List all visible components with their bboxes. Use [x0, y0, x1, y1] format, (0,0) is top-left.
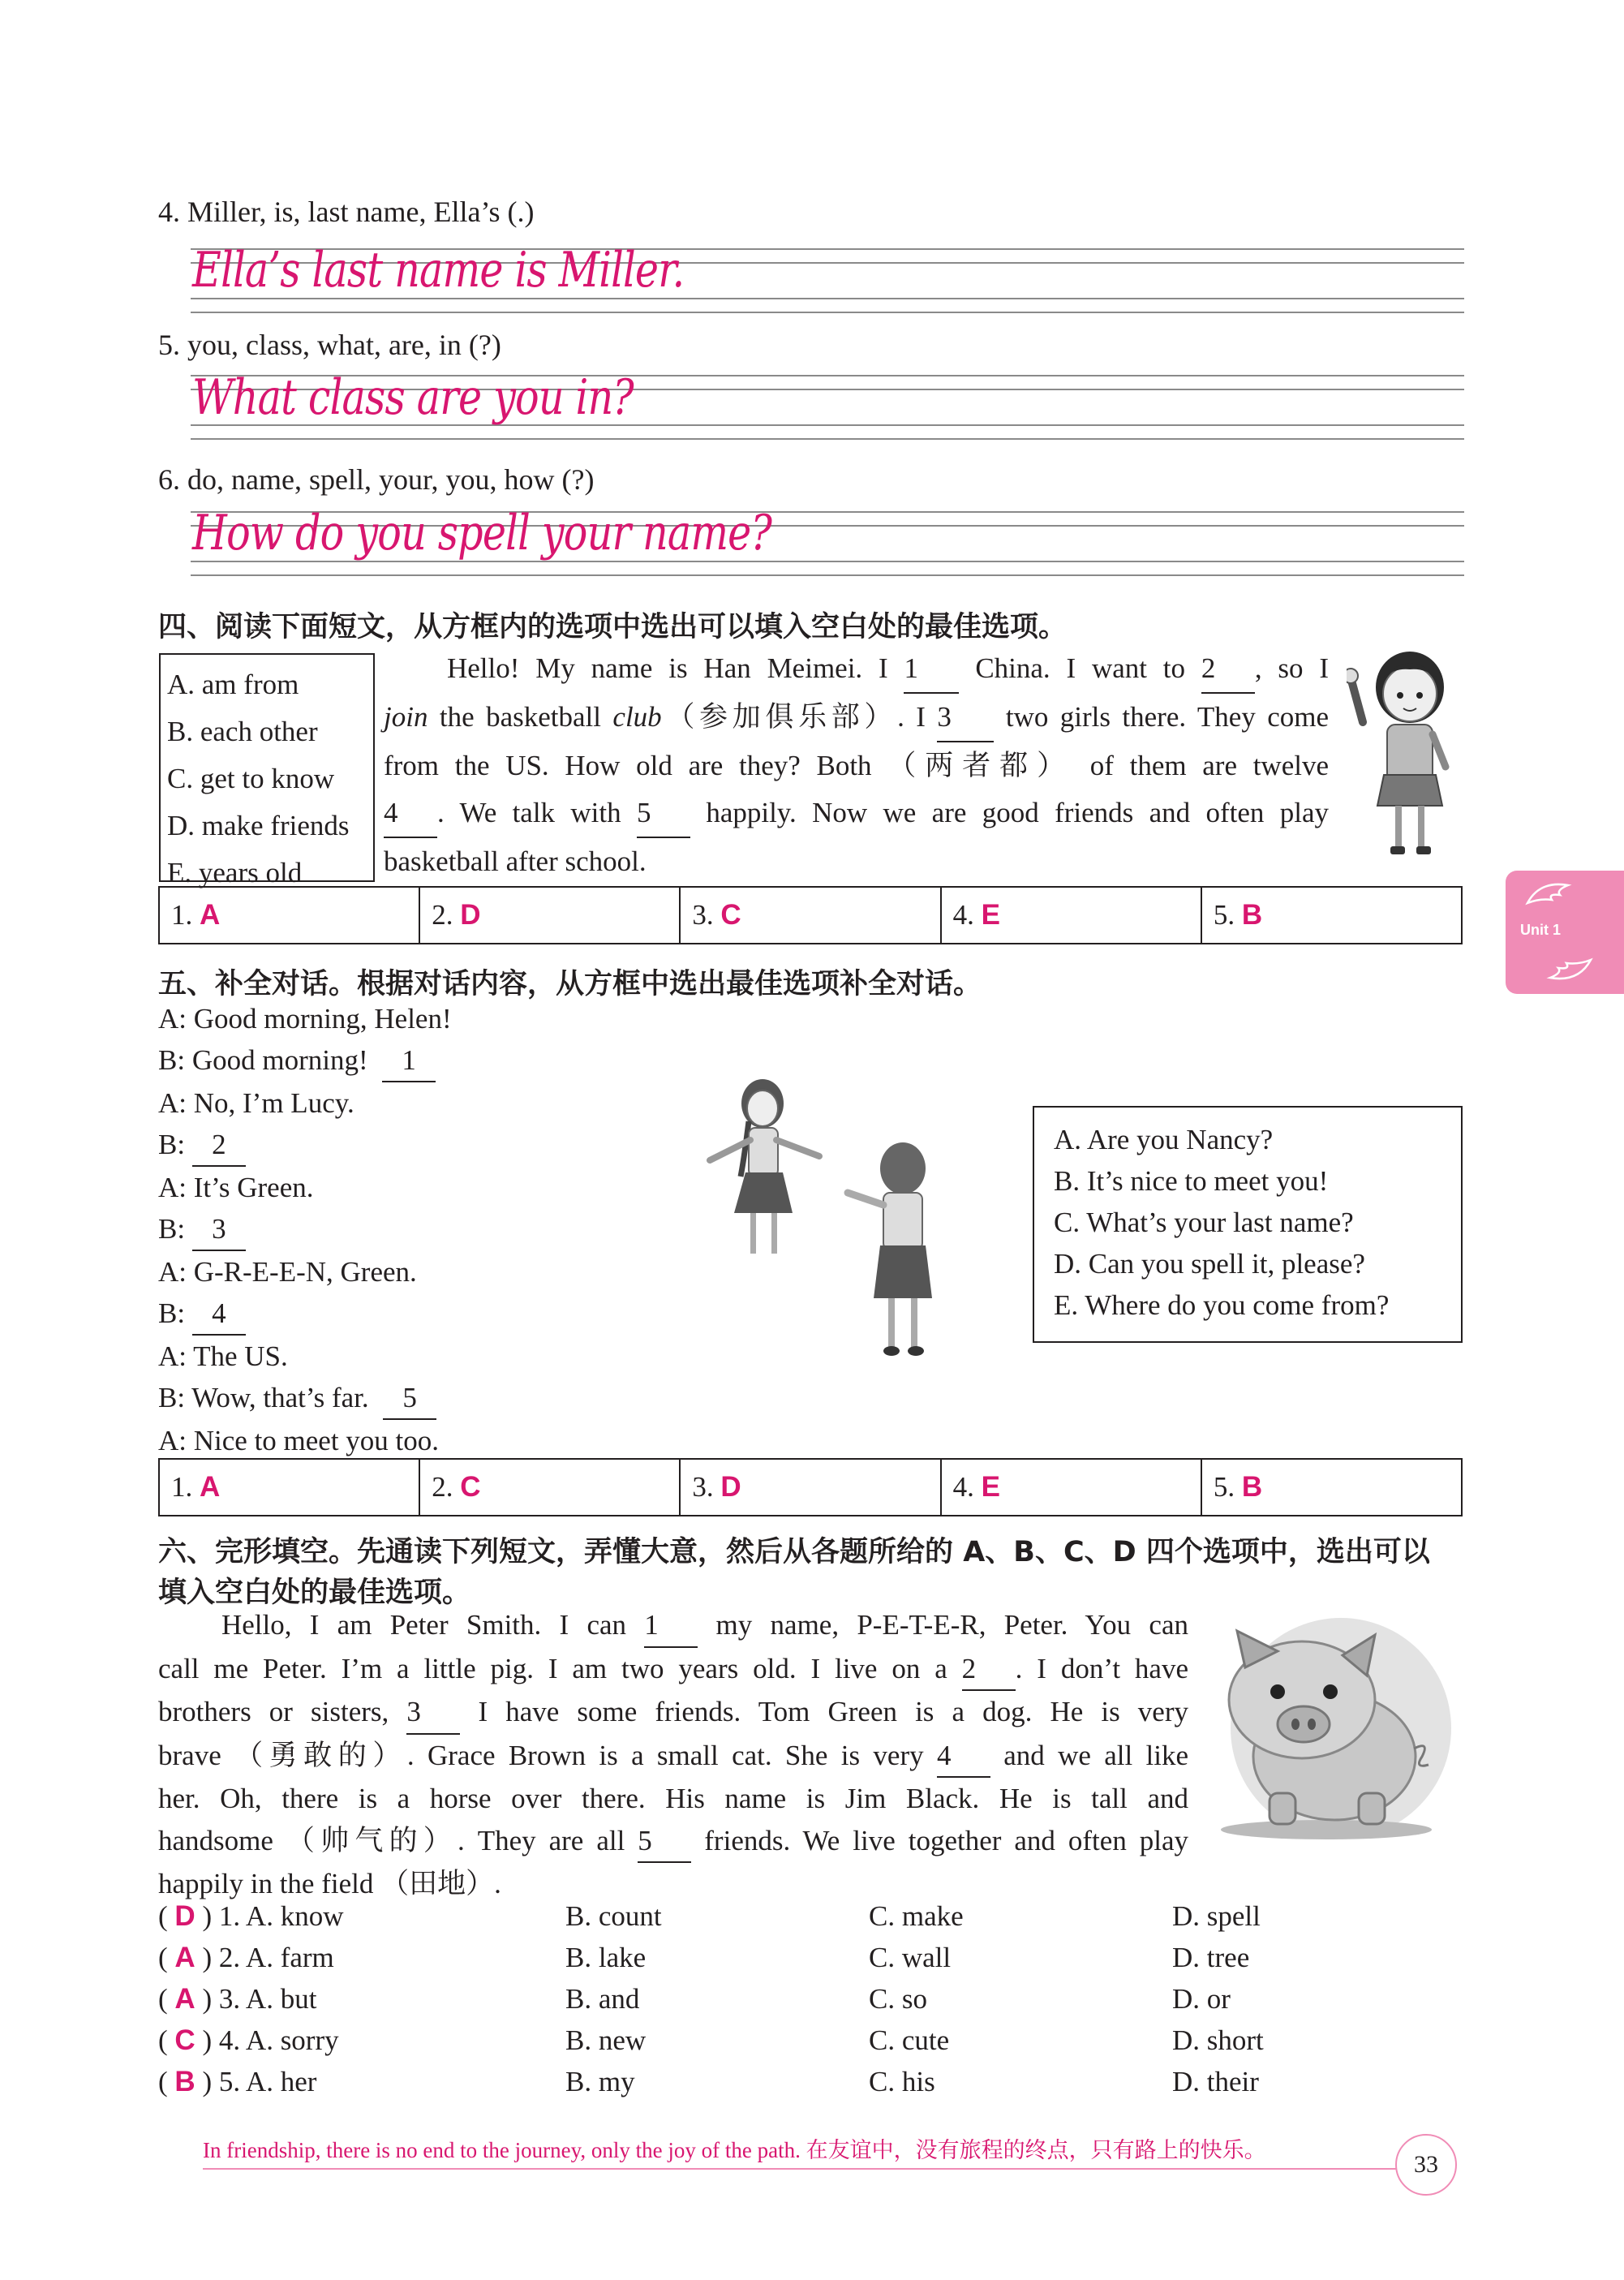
question-3-option-b: B. and [565, 1983, 640, 2015]
question-5: ( B ) 5. A. her [158, 2066, 317, 2097]
dialogue-line: B: 2 [158, 1124, 452, 1167]
order-prompt-6: 6. do, name, spell, your, you, how (?) [158, 463, 595, 496]
section-5-answer-row [158, 1458, 1463, 1516]
cloze-blank-4: 4 [937, 1735, 990, 1779]
dialogue-line: A: Nice to meet you too. [158, 1425, 440, 1456]
section-4-passage: Hello! My name is Han Meimei. I 1 China. I want to 2 , so I join the basketball club（参加俱乐部）. I 3 two girls there. They come from the US. How old are they? Both （两者都） of them are twelve 4 . We talk with 5 happily. Now we are good friends and often play basketball after school. [384, 645, 1329, 885]
question-2-option-b: B. lake [565, 1942, 647, 1973]
question-5-option-d: D. their [1172, 2066, 1259, 2097]
blank-2: 2 [1201, 645, 1255, 694]
cloze-blank-1: 1 [644, 1604, 698, 1648]
blank-1: 1 [904, 645, 959, 694]
answer-cell-2: 2. D [420, 888, 681, 943]
answer-cell-4: 4. E [942, 888, 1202, 943]
question-3-option-c: C. so [869, 1983, 927, 2015]
section-5-title: 五、补全对话。根据对话内容，从方框中选出最佳选项补全对话。 [158, 968, 982, 1000]
option-d: D. Can you spell it, please? [1054, 1248, 1365, 1280]
dialogue-blank-5: 5 [383, 1377, 436, 1420]
dialogue-line: B: Good morning! 1 [158, 1039, 452, 1082]
answer-cell-3: 3. C [681, 888, 941, 943]
section-6-title-line-2: 填入空白处的最佳选项。 [158, 1577, 471, 1609]
question-4-option-b: B. new [565, 2024, 647, 2056]
answer-cell-1: 1. A [160, 888, 420, 943]
option-c: C. What’s your last name? [1054, 1207, 1354, 1238]
option-e: E. years old [167, 857, 303, 888]
section-4-answer-row [158, 886, 1463, 944]
option-d: D. make friends [167, 810, 350, 841]
section-4-option-box [159, 653, 375, 888]
two-girls-illustration [685, 1071, 953, 1371]
answer-cell-3: 3. D [681, 1460, 941, 1515]
section-5-option-box [1033, 1106, 1463, 1343]
section-4-title: 四、阅读下面短文，从方框内的选项中选出可以填入空白处的最佳选项。 [158, 611, 1068, 643]
option-c: C. get to know [167, 763, 335, 794]
question-2-option-d: D. tree [1172, 1942, 1250, 1973]
section-6-title: 六、完形填空。先通读下列短文，弄懂大意，然后从各题所给的 A、B、C、D 四个选项中，选出可以 [158, 1536, 1430, 1568]
dialogue-blank-2: 2 [192, 1124, 246, 1167]
question-1-option-d: D. spell [1172, 1900, 1261, 1932]
dialogue-line: A: The US. [158, 1340, 288, 1372]
cloze-blank-5: 5 [638, 1820, 691, 1864]
answer-cell-5: 5. B [1213, 1471, 1263, 1503]
dialogue-blank-1: 1 [382, 1039, 436, 1082]
question-4-option-c: C. cute [869, 2024, 950, 2056]
question-3-option-d: D. or [1172, 1983, 1231, 2015]
dialogue-blank-3: 3 [192, 1208, 246, 1251]
page-number: 33 [1395, 2134, 1457, 2196]
answer-cell-1: 1. A [160, 1460, 420, 1515]
option-e: E. Where do you come from? [1054, 1289, 1390, 1321]
question-1-option-b: B. count [565, 1900, 662, 1932]
unit-side-tab [1506, 871, 1624, 994]
order-prompt-5: 5. you, class, what, are, in (?) [158, 329, 501, 361]
option-a: A. Are you Nancy? [1054, 1124, 1274, 1155]
blank-3: 3 [937, 694, 994, 742]
cloze-blank-3: 3 [406, 1691, 460, 1735]
dialogue-line: B: 4 [158, 1293, 452, 1336]
option-b: B. each other [167, 716, 318, 747]
pig-illustration [1213, 1611, 1456, 1846]
question-5-option-c: C. his [869, 2066, 935, 2097]
order-answer-6: How do you spell your name? [192, 505, 772, 561]
question-2-option-c: C. wall [869, 1942, 952, 1973]
section-6-passage: Hello, I am Peter Smith. I can 1 my name, P-E-T-E-R, Peter. You can call me Peter. I’m a little pig. I am two years old. I live on a 2 . I don’t have brothers or sisters, 3 I have some friends. Tom Green is a dog. He is very brave （勇敢的）. Grace Brown is a small cat. She is very 4 and we all like her. Oh, there is a horse over there. His name is Jim Black. He is tall and handsome （帅气的）. They are all 5 friends. We live together and often play happily in the field （田地）. [158, 1604, 1188, 1906]
question-4: ( C ) 4. A. sorry [158, 2024, 339, 2056]
question-5-option-b: B. my [565, 2066, 635, 2097]
blank-5: 5 [637, 789, 690, 838]
order-answer-4: Ella’s last name is Miller. [192, 242, 685, 299]
dialogue-line: A: It’s Green. [158, 1172, 314, 1203]
wing-icon [1546, 952, 1595, 984]
option-a: A. am from [167, 669, 299, 700]
question-1: ( D ) 1. A. know [158, 1900, 344, 1932]
cloze-blank-2: 2 [962, 1648, 1016, 1692]
dialogue-blank-4: 4 [192, 1293, 246, 1336]
footer-quote: In friendship, there is no end to the journey, only the joy of the path. 在友谊中，没有旅程的终点，只有路上的快乐。 [203, 2138, 1266, 2162]
answer-cell-2: 2. C [420, 1460, 681, 1515]
order-prompt-4: 4. Miller, is, last name, Ella’s (.) [158, 196, 535, 228]
question-1-option-c: C. make [869, 1900, 964, 1932]
girl-waving-illustration [1347, 645, 1460, 860]
answer-cell-4: 4. E [942, 1460, 1202, 1515]
dialogue-line: A: No, I’m Lucy. [158, 1087, 354, 1119]
order-answer-5: What class are you in? [192, 369, 634, 426]
answer-cell-5: 5. B [1213, 899, 1263, 931]
footer-rule [203, 2168, 1403, 2170]
dialogue-line: B: 3 [158, 1208, 452, 1251]
dialogue-line: A: G-R-E-E-N, Green. [158, 1256, 417, 1288]
question-2: ( A ) 2. A. farm [158, 1942, 334, 1973]
question-3: ( A ) 3. A. but [158, 1983, 317, 2015]
dialogue-line: B: Wow, that’s far. 5 [158, 1377, 452, 1420]
dialogue-line: A: Good morning, Helen! [158, 1003, 452, 1035]
wing-icon [1523, 879, 1572, 911]
question-4-option-d: D. short [1172, 2024, 1264, 2056]
blank-4: 4 [384, 789, 437, 838]
section-5-dialogue [158, 998, 452, 1461]
unit-label: Unit 1 [1520, 922, 1562, 938]
option-b: B. It’s nice to meet you! [1054, 1165, 1329, 1197]
